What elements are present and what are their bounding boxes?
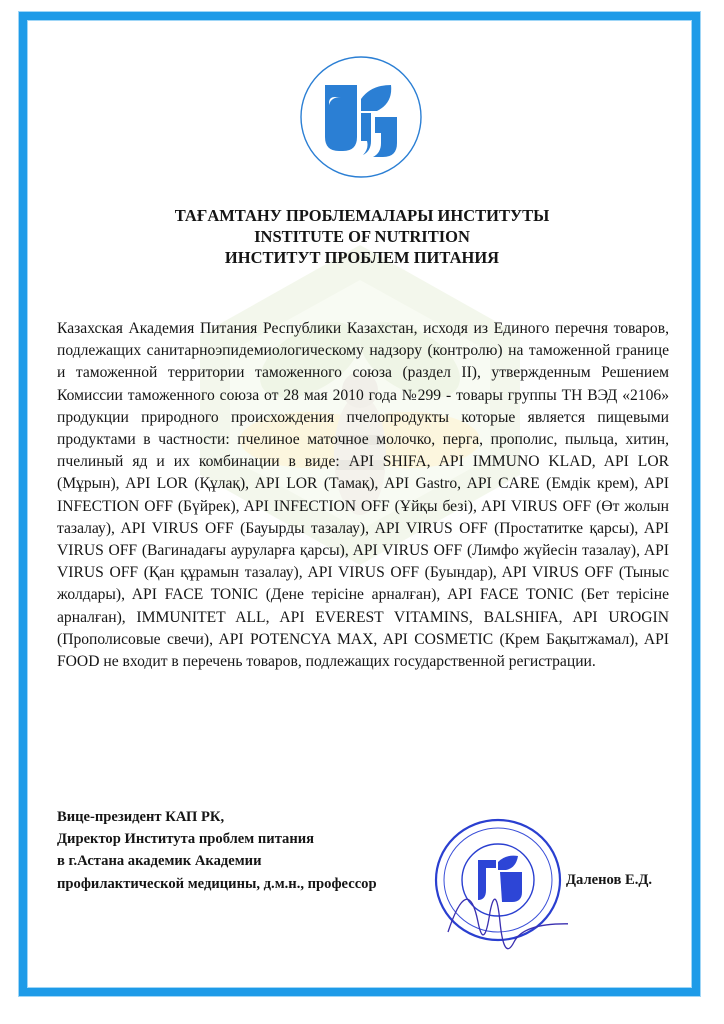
signature-line: Директор Института проблем питания: [57, 831, 315, 848]
signature-block: [57, 806, 377, 895]
body-paragraph: Казахская Академия Питания Республики Казахстан, исходя из Единого перечня товаров, подлежащих санитарноэпидемиологическому надзору (контролю) на таможенной границе и таможенной территории таможенного союза (раздел II), утвержденным Решением Комиссии таможенного союза от 28 мая 2010 года №299 - товары группы ТН ВЭД «2106» продукции природного происхождения пчелопродукты которые является пищевыми продуктами в частности: пчелиное маточное молочко, перга, прополис, пыльца, хитин, пчелиный яд и их комбинации в виде: API SHIFA, API IMMUNO KLAD, API LOR (Мұрын), API LOR (Құлақ), API LOR (Тамақ), API Gastro, API CARE (Емдік крем), API INFECTION OFF (Бүйрек), API INFECTION OFF (Ұйқы безі), API VIRUS OFF (Өт жолын тазалау), API VIRUS OFF (Бауырды тазалау), API VIRUS OFF (Простатитке қарсы), API VIRUS OFF (Вагинадағы ауруларға қарсы), API VIRUS OFF (Лимфо жүйесін тазалау), API VIRUS OFF (Қан құрамын тазалау), API VIRUS OFF (Буындар), API VIRUS OFF (Тыныс жолдары), API FACE TONIC (Дене терісіне арналған), API FACE TONIC (Бет терісіне арналған), IMMUNITET ALL, API EVEREST VITAMINS, BALSHIFA, API UROGIN (Прополисовые свечи), API POTENCYA MAX, API COSMETIC (Крем Бақытжамал), API FOOD не входит в перечень товаров, подлежащих государственной регистрации.: [57, 320, 669, 671]
signature-line: в г.Астана академик Академии: [57, 853, 262, 870]
header-title-kz: ТАҒАМТАНУ ПРОБЛЕМАЛАРЫ ИНСТИТУТЫ: [174, 206, 550, 225]
institute-logo-icon: [299, 55, 423, 179]
signature-line: Вице-президент КАП РК,: [57, 809, 225, 825]
header-title-en: INSTITUTE OF NUTRITION: [254, 227, 470, 246]
header-title-ru: ИНСТИТУТ ПРОБЛЕМ ПИТАНИЯ: [224, 248, 500, 267]
official-stamp-icon: [428, 812, 568, 962]
signature-line: профилактической медицины, д.м.н., профессор: [57, 875, 377, 892]
institute-header: [0, 205, 724, 268]
signer-name: Даленов Е.Д.: [566, 872, 653, 888]
